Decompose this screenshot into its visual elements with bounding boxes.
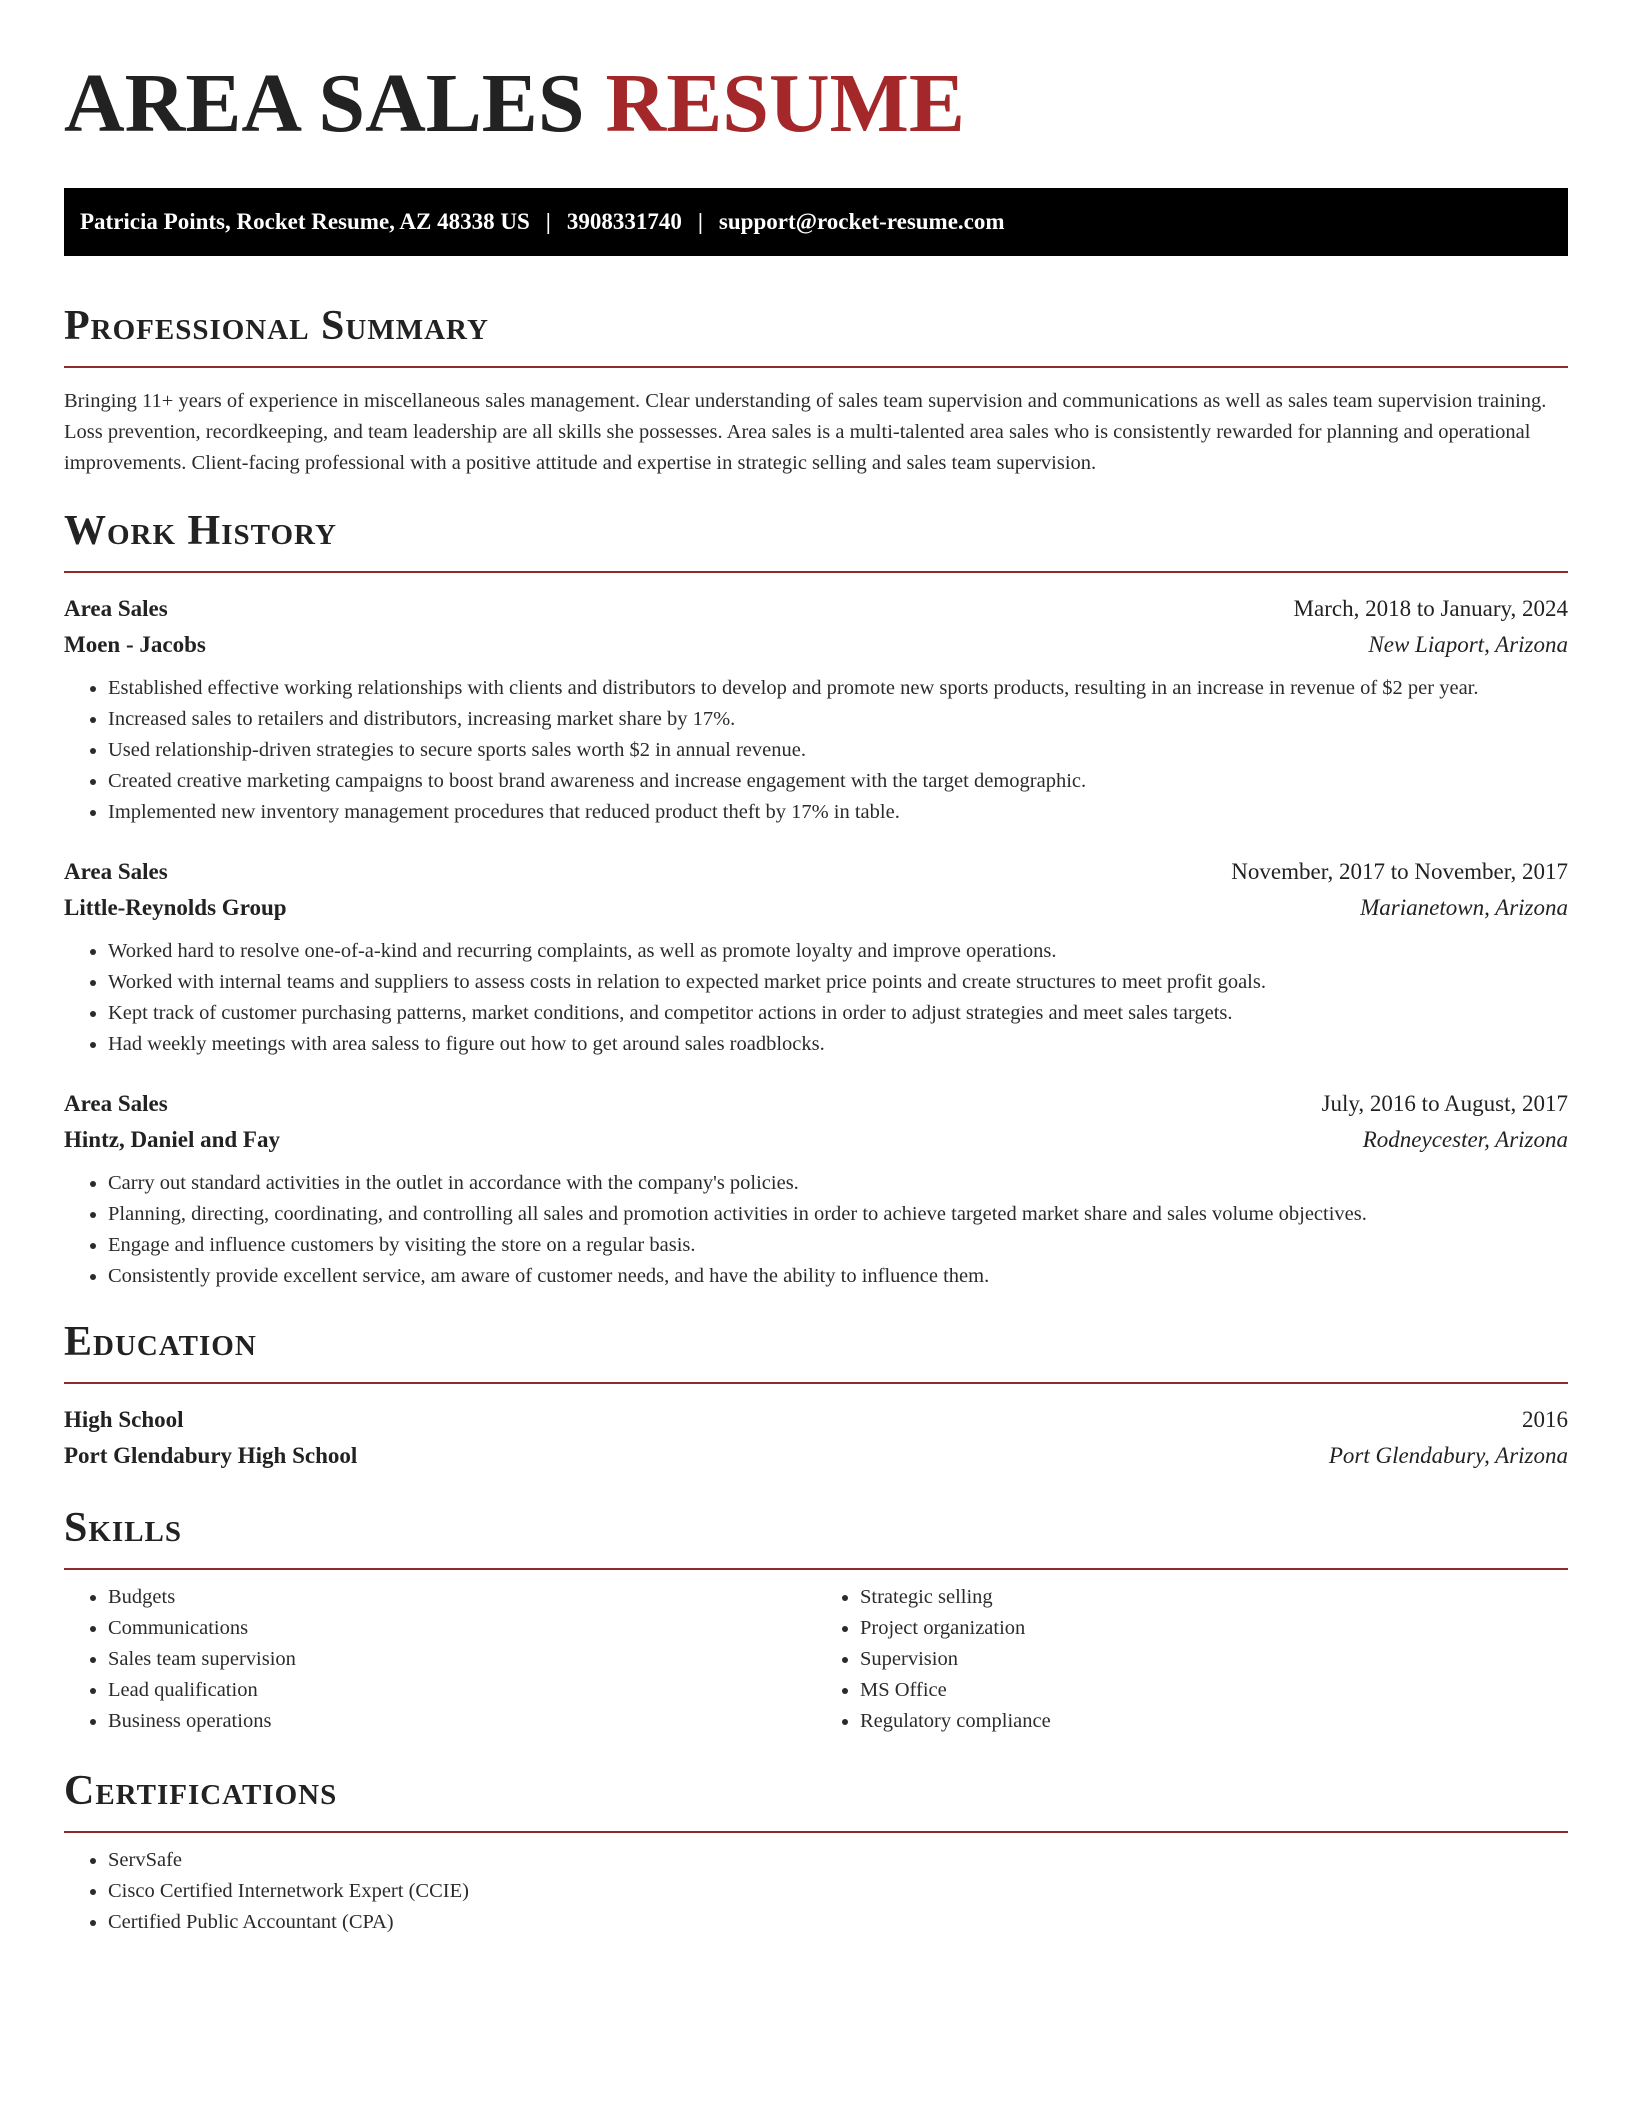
skills-grid bbox=[64, 1582, 1568, 1737]
job-location: New Liaport, Arizona bbox=[1368, 632, 1568, 657]
contact-bar bbox=[64, 188, 1568, 256]
list-item: • MS Office bbox=[860, 1675, 1568, 1706]
list-item: • Worked with internal teams and suppliers to assess costs in relation to expected market price points and create structures to meet profit goals. bbox=[108, 967, 1568, 998]
list-item: • ServSafe bbox=[108, 1845, 1568, 1876]
section-heading: Skills bbox=[64, 1505, 183, 1551]
job-bullets bbox=[64, 1168, 1568, 1292]
list-item: • Certified Public Accountant (CPA) bbox=[108, 1907, 1568, 1938]
contact-phone: 3908331740 bbox=[566, 209, 682, 234]
section-heading: Work History bbox=[64, 508, 337, 554]
contact-separator: | bbox=[545, 209, 551, 234]
list-item: • Supervision bbox=[860, 1644, 1568, 1675]
list-item: • Increased sales to retailers and distributors, increasing market share by 17%. bbox=[108, 704, 1568, 735]
list-item: • Sales team supervision bbox=[108, 1644, 816, 1675]
list-item: • Worked hard to resolve one-of-a-kind and recurring complaints, as well as promote loyalty and improve operations. bbox=[108, 936, 1568, 967]
section-divider bbox=[64, 1382, 1568, 1384]
job-title: Area Sales bbox=[64, 596, 168, 621]
list-item: • Budgets bbox=[108, 1582, 816, 1613]
list-item: • Project organization bbox=[860, 1613, 1568, 1644]
job-dates: November, 2017 to November, 2017 bbox=[1231, 859, 1568, 884]
list-item: • Strategic selling bbox=[860, 1582, 1568, 1613]
job-company: Little-Reynolds Group bbox=[64, 895, 287, 920]
section-divider bbox=[64, 366, 1568, 368]
list-item: • Business operations bbox=[108, 1706, 816, 1737]
education-school: Port Glendabury High School bbox=[64, 1443, 358, 1468]
skills-section bbox=[64, 1502, 1568, 1737]
job-entry bbox=[64, 591, 1568, 828]
job-company: Moen - Jacobs bbox=[64, 632, 206, 657]
list-item: • Consistently provide excellent service, am aware of customer needs, and have the ability to influence them. bbox=[108, 1261, 1568, 1292]
education-year: 2016 bbox=[1522, 1407, 1568, 1432]
certifications-list bbox=[64, 1845, 1568, 1938]
contact-address: Patricia Points, Rocket Resume, AZ 48338 US bbox=[80, 209, 530, 234]
list-item: • Implemented new inventory management procedures that reduced product theft by 17% in table. bbox=[108, 797, 1568, 828]
education-location: Port Glendabury, Arizona bbox=[1328, 1443, 1568, 1468]
list-item: • Established effective working relationships with clients and distributors to develop and promote new sports products, resulting in an increase in revenue of $2 per year. bbox=[108, 673, 1568, 704]
list-item: • Had weekly meetings with area saless to figure out how to get around sales roadblocks. bbox=[108, 1029, 1568, 1060]
list-item: • Used relationship-driven strategies to secure sports sales worth $2 in annual revenue. bbox=[108, 735, 1568, 766]
summary-section bbox=[64, 300, 1568, 479]
section-heading: Professional Summary bbox=[64, 303, 489, 349]
section-divider bbox=[64, 1568, 1568, 1570]
contact-separator: | bbox=[697, 209, 703, 234]
certifications-section bbox=[64, 1765, 1568, 1938]
job-company: Hintz, Daniel and Fay bbox=[64, 1127, 280, 1152]
list-item: • Planning, directing, coordinating, and controlling all sales and promotion activities in order to achieve targeted market share and sales volume objectives. bbox=[108, 1199, 1568, 1230]
section-divider bbox=[64, 1831, 1568, 1833]
job-entry bbox=[64, 854, 1568, 1060]
job-title: Area Sales bbox=[64, 859, 168, 884]
document-title bbox=[64, 56, 1568, 152]
job-dates: March, 2018 to January, 2024 bbox=[1293, 596, 1568, 621]
summary-text: Bringing 11+ years of experience in miscellaneous sales management. Clear understanding of sales team supervision and communications as well as sales team supervision training. Loss prevention, recordkeeping, and team leadership are all skills she possesses. Area sales is a multi-talented area sales who is consistently rewarded for planning and operational improvements. Client-facing professional with a positive attitude and expertise in strategic selling and sales team supervision. bbox=[64, 390, 1547, 474]
skills-list-right bbox=[816, 1582, 1568, 1737]
section-heading: Certifications bbox=[64, 1768, 338, 1814]
skills-list-left bbox=[64, 1582, 816, 1737]
job-title: Area Sales bbox=[64, 1091, 168, 1116]
list-item: • Regulatory compliance bbox=[860, 1706, 1568, 1737]
list-item: • Kept track of customer purchasing patterns, market conditions, and competitor actions in order to adjust strategies and meet sales targets. bbox=[108, 998, 1568, 1029]
contact-email: support@rocket-resume.com bbox=[718, 209, 1005, 234]
education-section bbox=[64, 1316, 1568, 1474]
education-degree: High School bbox=[64, 1407, 184, 1432]
job-entry bbox=[64, 1086, 1568, 1292]
education-entry bbox=[64, 1402, 1568, 1474]
job-bullets bbox=[64, 936, 1568, 1060]
job-dates: July, 2016 to August, 2017 bbox=[1321, 1091, 1568, 1116]
list-item: • Carry out standard activities in the outlet in accordance with the company's policies. bbox=[108, 1168, 1568, 1199]
section-heading: Education bbox=[64, 1319, 257, 1365]
list-item: • Cisco Certified Internetwork Expert (CCIE) bbox=[108, 1876, 1568, 1907]
list-item: • Lead qualification bbox=[108, 1675, 816, 1706]
title-accent: RESUME bbox=[605, 57, 965, 150]
job-bullets bbox=[64, 673, 1568, 828]
list-item: • Created creative marketing campaigns to boost brand awareness and increase engagement with the target demographic. bbox=[108, 766, 1568, 797]
job-location: Rodneycester, Arizona bbox=[1362, 1127, 1568, 1152]
list-item: • Engage and influence customers by visiting the store on a regular basis. bbox=[108, 1230, 1568, 1261]
list-item: • Communications bbox=[108, 1613, 816, 1644]
title-main: AREA SALES bbox=[64, 57, 585, 150]
job-location: Marianetown, Arizona bbox=[1360, 895, 1568, 920]
section-divider bbox=[64, 571, 1568, 573]
work-history-section bbox=[64, 505, 1568, 1292]
